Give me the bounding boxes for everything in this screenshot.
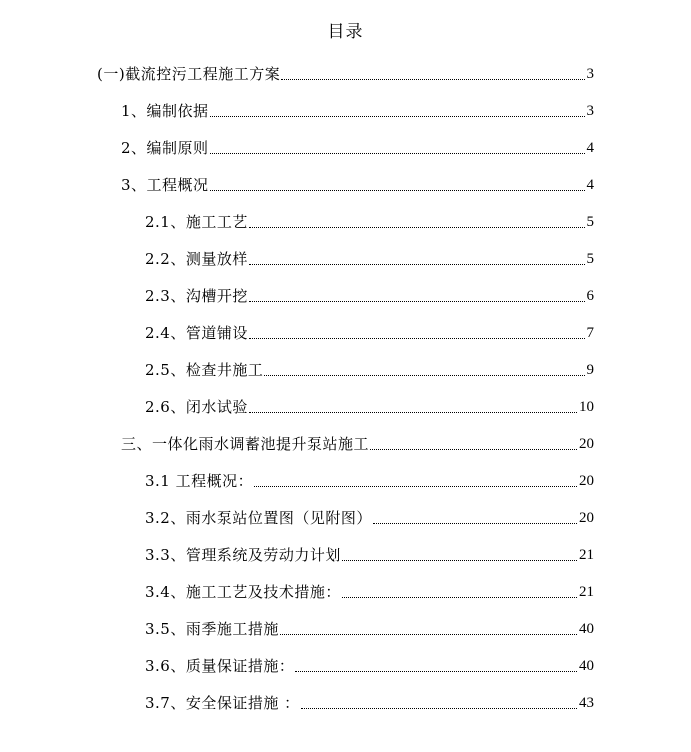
toc-entry[interactable]: [121, 169, 594, 195]
toc-leader: [249, 337, 585, 339]
toc-entry-label: 3.2、雨水泵站位置图（见附图）: [145, 509, 372, 527]
toc-leader: [281, 78, 584, 80]
toc-entry[interactable]: [97, 58, 594, 84]
toc-entry-label: 2.4、管道铺设: [145, 324, 248, 342]
toc-entry[interactable]: [145, 317, 594, 343]
toc-entry-page: 21: [579, 584, 594, 600]
toc-entry-page: 3: [586, 66, 594, 82]
toc-leader: [280, 633, 577, 635]
toc-entry-page: 10: [579, 399, 594, 415]
toc-entry[interactable]: [145, 687, 594, 713]
toc-entry[interactable]: [121, 95, 594, 121]
toc-leader: [295, 670, 577, 672]
toc-entry-label: (一)截流控污工程施工方案: [97, 65, 281, 83]
toc-entry-page: 21: [579, 547, 594, 563]
toc-leader: [210, 152, 585, 154]
toc-entry-label: 3.6、质量保证措施：: [145, 657, 295, 675]
toc-entry-page: 40: [579, 658, 594, 674]
toc-entry[interactable]: [145, 613, 594, 639]
toc-entry-page: 4: [586, 140, 594, 156]
toc-entry-label: 三、一体化雨水调蓄池提升泵站施工: [121, 435, 370, 453]
toc-leader: [249, 411, 577, 413]
toc-entry-label: 2.5、检查井施工: [145, 361, 264, 379]
toc-entry-label: 2.3、沟槽开挖: [145, 287, 248, 305]
toc-entry-page: 40: [579, 621, 594, 637]
toc-entry-label: 2.1、施工工艺: [145, 213, 248, 231]
toc-entry-page: 9: [586, 362, 594, 378]
toc-entry-label: 1、编制依据: [121, 102, 209, 120]
toc-entry-page: 3: [586, 103, 594, 119]
toc-leader: [342, 596, 577, 598]
toc-entry-label: 2.2、测量放样: [145, 250, 248, 268]
toc-entry[interactable]: [145, 539, 594, 565]
toc-leader: [342, 559, 577, 561]
toc-leader: [370, 448, 577, 450]
toc-leader: [254, 485, 577, 487]
toc-leader: [301, 707, 577, 709]
toc-entry-label: 3.1 工程概况：: [145, 472, 254, 490]
toc-entry-page: 5: [586, 251, 594, 267]
toc-entry-page: 20: [579, 473, 594, 489]
toc-leader: [249, 226, 585, 228]
toc-entry-label: 3.3、管理系统及劳动力计划: [145, 546, 341, 564]
toc-leader: [249, 263, 585, 265]
toc-entry[interactable]: [121, 132, 594, 158]
toc-entry[interactable]: [145, 465, 594, 491]
toc-entry-page: 4: [586, 177, 594, 193]
toc-entry[interactable]: [145, 280, 594, 306]
toc-title: 目录: [327, 22, 364, 42]
toc-entry[interactable]: [145, 502, 594, 528]
toc-entry[interactable]: [145, 206, 594, 232]
toc-entry[interactable]: [145, 354, 594, 380]
toc-entry-page: 6: [586, 288, 594, 304]
toc-entry-label: 3、工程概况: [121, 176, 209, 194]
toc-entry[interactable]: [145, 650, 594, 676]
toc-entry-label: 2.6、闭水试验: [145, 398, 248, 416]
toc-entry-page: 20: [579, 436, 594, 452]
toc-entry[interactable]: [121, 428, 594, 454]
toc-leader: [373, 522, 577, 524]
toc-leader: [249, 300, 585, 302]
toc-entry-label: 3.4、施工工艺及技术措施：: [145, 583, 341, 601]
toc-leader: [210, 115, 585, 117]
toc-entry[interactable]: [145, 243, 594, 269]
toc-entry-page: 43: [579, 695, 594, 711]
toc-leader: [210, 189, 585, 191]
toc-entry-label: 3.5、雨季施工措施: [145, 620, 279, 638]
toc-entry[interactable]: [145, 576, 594, 602]
toc-entry-page: 20: [579, 510, 594, 526]
toc-entry-label: 3.7、安全保证措施 ：: [145, 694, 300, 712]
toc-entry-page: 5: [586, 214, 594, 230]
toc-entry[interactable]: [145, 391, 594, 417]
toc-entry-label: 2、编制原则: [121, 139, 209, 157]
toc-leader: [264, 374, 584, 376]
toc-entry-page: 7: [586, 325, 594, 341]
